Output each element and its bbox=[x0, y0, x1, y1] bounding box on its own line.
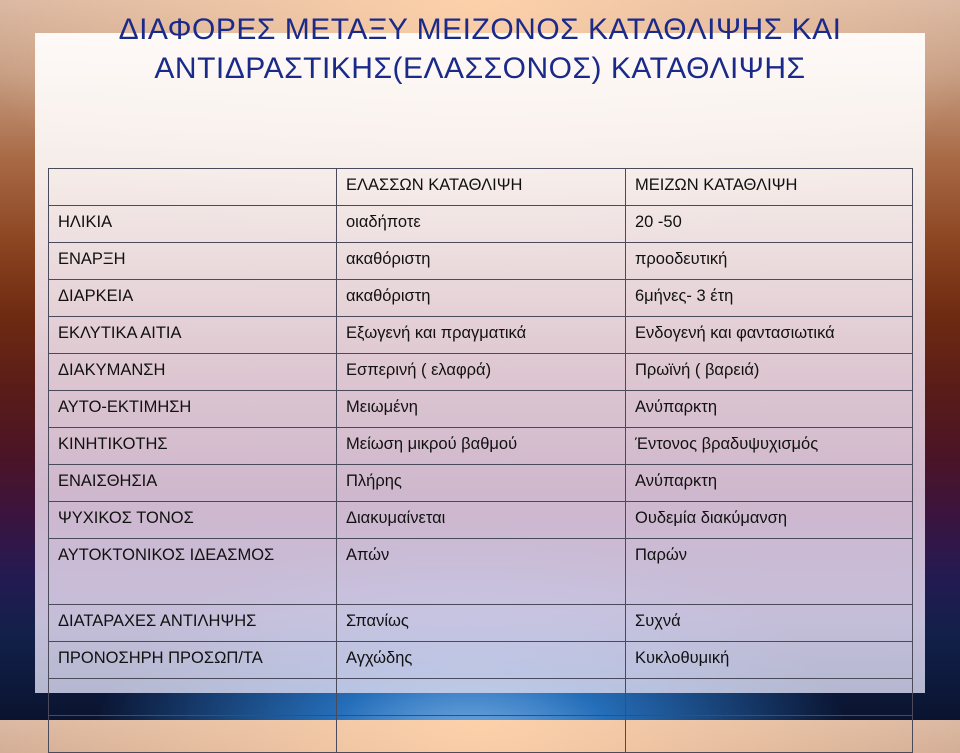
table-header-row bbox=[49, 169, 913, 206]
minor-value: Σπανίως bbox=[337, 605, 626, 642]
table-row bbox=[49, 243, 913, 280]
header-cell-major: ΜΕΙΖΩΝ ΚΑΤΑΘΛΙΨΗ bbox=[626, 169, 913, 206]
row-label bbox=[49, 679, 337, 716]
major-value: Ανύπαρκτη bbox=[626, 391, 913, 428]
slide-title-line-1: ΔΙΑΦΟΡΕΣ ΜΕΤΑΞΥ ΜΕΙΖΟΝΟΣ ΚΑΤΑΘΛΙΨΗΣ ΚΑΙ bbox=[118, 13, 842, 46]
minor-value: ακαθόριστη bbox=[337, 280, 626, 317]
major-value: Έντονος βραδυψυχισμός bbox=[626, 428, 913, 465]
major-value: Κυκλοθυμική bbox=[626, 642, 913, 679]
table-row-empty bbox=[49, 716, 913, 753]
major-value: 6μήνες- 3 έτη bbox=[626, 280, 913, 317]
row-label: ΠΡΟΝΟΣΗΡΗ ΠΡΟΣΩΠ/ΤΑ bbox=[49, 642, 337, 679]
row-label: ΕΝΑΙΣΘΗΣΙΑ bbox=[49, 465, 337, 502]
table-row bbox=[49, 465, 913, 502]
minor-value: Πλήρης bbox=[337, 465, 626, 502]
minor-value: Διακυμαίνεται bbox=[337, 502, 626, 539]
minor-value: ακαθόριστη bbox=[337, 243, 626, 280]
row-label: ΨΥΧΙΚΟΣ ΤΟΝΟΣ bbox=[49, 502, 337, 539]
table-row bbox=[49, 428, 913, 465]
major-value: Συχνά bbox=[626, 605, 913, 642]
minor-value: Μείωση μικρού βαθμού bbox=[337, 428, 626, 465]
major-value: προοδευτική bbox=[626, 243, 913, 280]
major-value: Ενδογενή και φαντασιωτικά bbox=[626, 317, 913, 354]
table-row bbox=[49, 354, 913, 391]
row-label: ΔΙΑΡΚΕΙΑ bbox=[49, 280, 337, 317]
row-label: ΕΝΑΡΞΗ bbox=[49, 243, 337, 280]
major-value: Παρών bbox=[626, 539, 913, 605]
row-label: ΑΥΤΟ-ΕΚΤΙΜΗΣΗ bbox=[49, 391, 337, 428]
table-row bbox=[49, 280, 913, 317]
minor-value bbox=[337, 716, 626, 753]
table-row-empty bbox=[49, 679, 913, 716]
table-row bbox=[49, 605, 913, 642]
slide-title bbox=[0, 10, 960, 88]
row-label: ΕΚΛΥΤΙΚΑ ΑΙΤΙΑ bbox=[49, 317, 337, 354]
major-value bbox=[626, 716, 913, 753]
table-row bbox=[49, 391, 913, 428]
minor-value: Εσπερινή ( ελαφρά) bbox=[337, 354, 626, 391]
row-label: ΔΙΑΤΑΡΑΧΕΣ ΑΝΤΙΛΗΨΗΣ bbox=[49, 605, 337, 642]
minor-value: οιαδήποτε bbox=[337, 206, 626, 243]
comparison-table bbox=[48, 168, 913, 753]
minor-value: Μειωμένη bbox=[337, 391, 626, 428]
row-label: ΚΙΝΗΤΙΚΟΤΗΣ bbox=[49, 428, 337, 465]
row-label bbox=[49, 716, 337, 753]
table-row bbox=[49, 502, 913, 539]
major-value: Πρωϊνή ( βαρειά) bbox=[626, 354, 913, 391]
major-value: Ανύπαρκτη bbox=[626, 465, 913, 502]
table-row bbox=[49, 317, 913, 354]
major-value: Ουδεμία διακύμανση bbox=[626, 502, 913, 539]
major-value: 20 -50 bbox=[626, 206, 913, 243]
slide-title-line-2: ΑΝΤΙΔΡΑΣΤΙΚΗΣ(ΕΛΑΣΣΟΝΟΣ) ΚΑΤΑΘΛΙΨΗΣ bbox=[154, 52, 806, 85]
minor-value: Αγχώδης bbox=[337, 642, 626, 679]
major-value bbox=[626, 679, 913, 716]
table-row bbox=[49, 539, 913, 605]
row-label: ΑΥΤΟΚΤΟΝΙΚΟΣ ΙΔΕΑΣΜΟΣ bbox=[49, 539, 337, 605]
table-row bbox=[49, 206, 913, 243]
minor-value: Απών bbox=[337, 539, 626, 605]
row-label: ΔΙΑΚΥΜΑΝΣΗ bbox=[49, 354, 337, 391]
row-label: ΗΛΙΚΙΑ bbox=[49, 206, 337, 243]
minor-value bbox=[337, 679, 626, 716]
header-cell-empty bbox=[49, 169, 337, 206]
minor-value: Εξωγενή και πραγματικά bbox=[337, 317, 626, 354]
table-row bbox=[49, 642, 913, 679]
header-cell-minor: ΕΛΑΣΣΩΝ ΚΑΤΑΘΛΙΨΗ bbox=[337, 169, 626, 206]
